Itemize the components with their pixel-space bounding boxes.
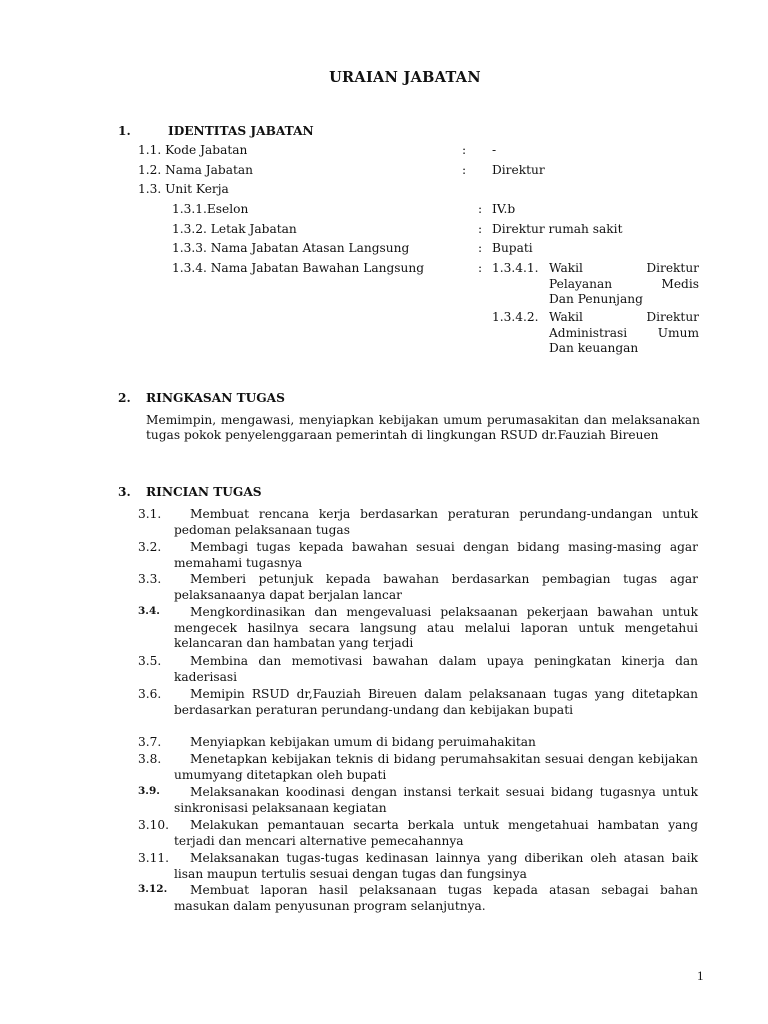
- bawahan-2-word1: Wakil: [549, 310, 583, 324]
- bawahan-2-line3: Dan keuangan: [549, 341, 639, 355]
- task-text: Membuat rencana kerja berdasarkan peraturan perundang-undangan untuk pedoman pelaksanaan tugas: [174, 507, 698, 537]
- section-1-heading: IDENTITAS JABATAN: [168, 124, 314, 138]
- ringkasan-text: Memimpin, mengawasi, menyiapkan kebijakan umum perumasakitan dan melaksanakan tugas pokok penyelenggaraan pemerintah di lingkungan RSUD dr.Fauziah Bireuen: [146, 413, 700, 442]
- row-bawahan-label: 1.3.4. Nama Jabatan Bawahan Langsung: [172, 261, 425, 275]
- document-title: URAIAN JABATAN: [329, 69, 481, 86]
- task-item: [138, 883, 698, 914]
- row-letak-value: Direktur rumah sakit: [492, 222, 623, 236]
- task-number: 3.1.: [138, 507, 162, 521]
- row-eselon-colon: :: [478, 202, 483, 216]
- row-nama-colon: :: [462, 163, 467, 177]
- row-kode-colon: :: [462, 143, 467, 157]
- task-item: [138, 851, 698, 882]
- task-number: 3.3.: [138, 572, 162, 586]
- task-number: 3.12.: [138, 883, 168, 895]
- bawahan-2-number: 1.3.4.2.: [492, 310, 539, 324]
- row-letak-colon: :: [478, 222, 483, 236]
- task-text: Membagi tugas kepada bawahan sesuai dengan bidang masing-masing agar memahami tugasnya: [174, 540, 698, 570]
- task-text: Melaksanakan tugas-tugas kedinasan lainnya yang diberikan oleh atasan baik lisan maupun tertulis sesuai dengan tugas dan fungsinya: [174, 851, 698, 881]
- task-number: 3.8.: [138, 752, 162, 766]
- row-atasan-value: Bupati: [492, 241, 533, 255]
- task-number: 3.10.: [138, 818, 170, 832]
- task-text: Memipin RSUD dr,Fauziah Bireuen dalam pelaksanaan tugas yang ditetapkan berdasarkan peraturan perundang-undang dan kebijakan bupati: [174, 687, 698, 717]
- task-number: 3.9.: [138, 785, 160, 797]
- task-text: Menetapkan kebijakan teknis di bidang perumahsakitan sesuai dengan kebijakan umumyang ditetapkan oleh bupati: [174, 752, 698, 782]
- bawahan-1-word4: Medis: [661, 276, 699, 291]
- task-number: 3.6.: [138, 687, 162, 701]
- task-text: Mengkordinasikan dan mengevaluasi pelaksaanan pekerjaan bawahan untuk mengecek hasilnya secara langsung atau melalui laporan untuk mengetahui kelancaran dan hambatan yang terjadi: [174, 605, 698, 650]
- row-eselon-value: IV.b: [492, 202, 516, 216]
- row-bawahan-colon: :: [478, 261, 483, 275]
- task-number: 3.2.: [138, 540, 162, 554]
- section-3-number: 3.: [118, 485, 131, 499]
- task-item: [138, 818, 698, 849]
- task-text: Menyiapkan kebijakan umum di bidang peruimahakitan: [190, 735, 536, 749]
- task-item: [138, 752, 698, 783]
- task-item: [138, 735, 698, 751]
- bawahan-2-word2: Direktur: [646, 310, 699, 324]
- bawahan-2-word3: Administrasi: [549, 325, 628, 340]
- row-kode-value: -: [492, 143, 497, 157]
- bawahan-1-entry: [549, 261, 699, 308]
- row-nama-label: 1.2. Nama Jabatan: [138, 163, 253, 177]
- bawahan-1-word2: Direktur: [646, 261, 699, 275]
- bawahan-2-word4: Umum: [657, 325, 699, 340]
- row-atasan-colon: :: [478, 241, 483, 255]
- task-item: [138, 654, 698, 685]
- task-item: [138, 572, 698, 603]
- task-text: Membuat laporan hasil pelaksanaan tugas kepada atasan sebagai bahan masukan dalam penyusunan program selanjutnya.: [174, 883, 698, 913]
- bawahan-1-word1: Wakil: [549, 261, 583, 275]
- row-letak-label: 1.3.2. Letak Jabatan: [172, 222, 297, 236]
- section-2-heading: RINGKASAN TUGAS: [146, 391, 285, 405]
- row-unit-label: 1.3. Unit Kerja: [138, 182, 229, 196]
- bawahan-2-entry: [549, 310, 699, 357]
- task-item: [138, 540, 698, 571]
- task-item: [138, 605, 698, 652]
- task-text: Memberi petunjuk kepada bawahan berdasarkan pembagian tugas agar pelaksanaanya dapat berjalan lancar: [174, 572, 698, 602]
- section-3-heading: RINCIAN TUGAS: [146, 485, 262, 499]
- task-number: 3.11.: [138, 851, 170, 865]
- task-item: [138, 785, 698, 816]
- task-number: 3.5.: [138, 654, 162, 668]
- task-number: 3.4.: [138, 605, 160, 617]
- task-item: [138, 507, 698, 538]
- section-1-number: 1.: [118, 124, 131, 138]
- section-2-number: 2.: [118, 391, 131, 405]
- task-text: Membina dan memotivasi bawahan dalam upaya peningkatan kinerja dan kaderisasi: [174, 654, 698, 684]
- bawahan-1-number: 1.3.4.1.: [492, 261, 539, 275]
- row-eselon-label: 1.3.1.Eselon: [172, 202, 249, 216]
- task-text: Melakukan pemantauan secarta berkala untuk mengetahuai hambatan yang terjadi dan mencari alternative pemecahannya: [174, 818, 698, 848]
- page-number: 1: [697, 968, 704, 983]
- task-item: [138, 687, 698, 718]
- row-kode-label: 1.1. Kode Jabatan: [138, 143, 248, 157]
- bawahan-1-line3: Dan Penunjang: [549, 292, 643, 306]
- task-number: 3.7.: [138, 735, 162, 749]
- task-text: Melaksanakan koodinasi dengan instansi terkait sesuai bidang tugasnya untuk sinkronisasi pelaksanaan kegiatan: [174, 785, 698, 815]
- bawahan-1-word3: Pelayanan: [549, 276, 613, 291]
- row-atasan-label: 1.3.3. Nama Jabatan Atasan Langsung: [172, 241, 410, 255]
- row-nama-value: Direktur: [492, 163, 545, 177]
